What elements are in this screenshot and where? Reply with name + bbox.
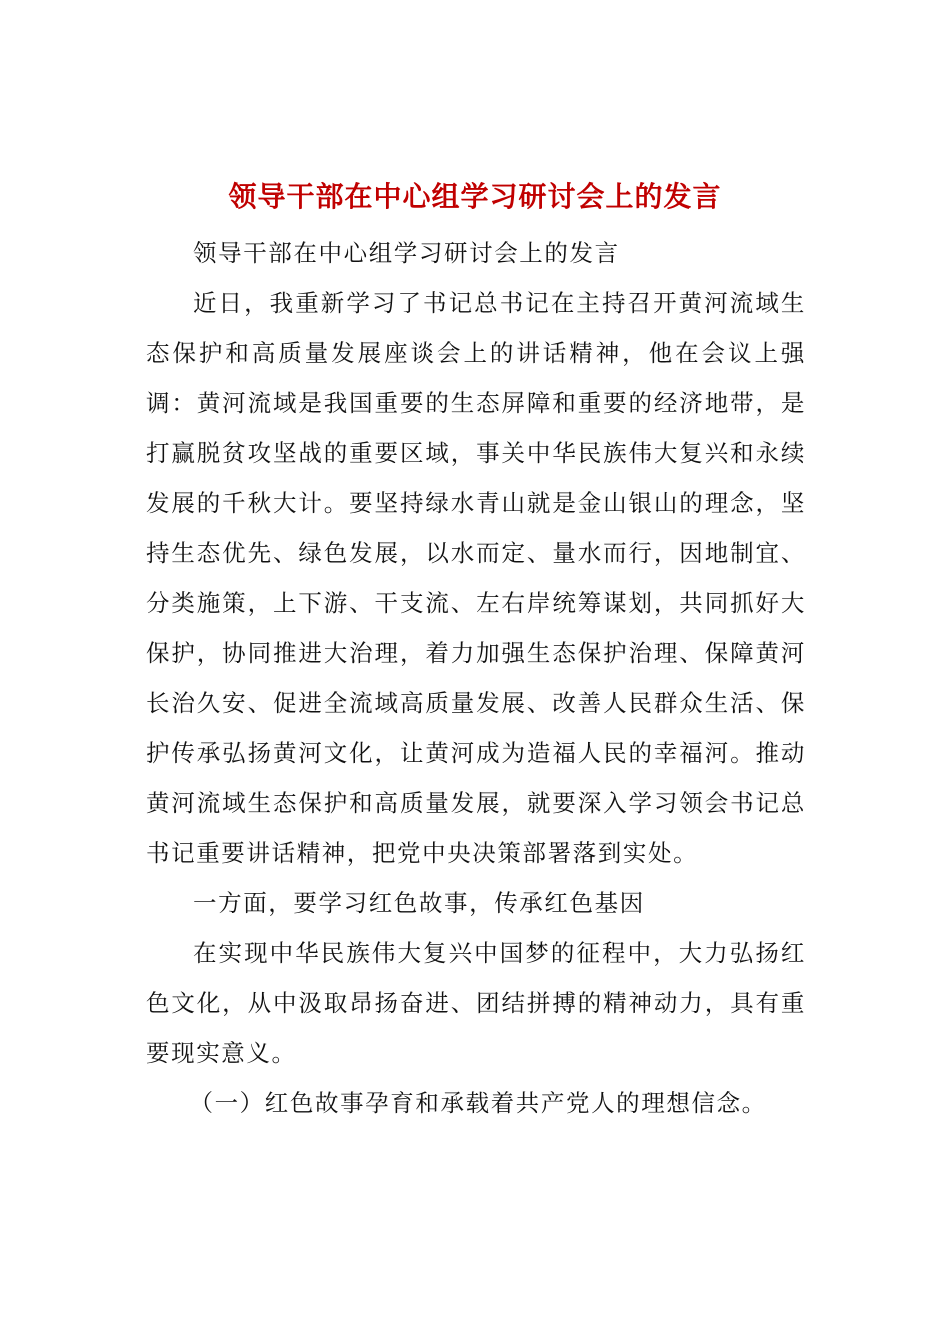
paragraph-subsection-heading: （一）红色故事孕育和承载着共产党人的理想信念。 [189, 1089, 767, 1117]
document-body [146, 228, 806, 1128]
paragraph-subtitle: 领导干部在中心组学习研讨会上的发言 [193, 239, 620, 267]
paragraph-section-heading: 一方面，要学习红色故事，传承红色基因 [193, 889, 645, 917]
document-title: 领导干部在中心组学习研讨会上的发言 [228, 180, 722, 213]
paragraph-intro: 近日，我重新学习了书记总书记在主持召开黄河流域生态保护和高质量发展座谈会上的讲话精神，他在会议上强调：黄河流域是我国重要的生态屏障和重要的经济地带，是打赢脱贫攻坚战的重要区域，事关中华民族伟大复兴和永续发展的千秋大计。要坚持绿水青山就是金山银山的理念，坚持生态优先、绿色发展，以水而定、量水而行，因地制宜、分类施策，上下游、干支流、左右岸统筹谋划，共同抓好大保护，协同推进大治理，着力加强生态保护治理、保障黄河长治久安、促进全流域高质量发展、改善人民群众生活、保护传承弘扬黄河文化，让黄河成为造福人民的幸福河。推动黄河流域生态保护和高质量发展，就要深入学习领会书记总书记重要讲话精神，把党中央决策部署落到实处。 [146, 289, 806, 867]
paragraph-section-body: 在实现中华民族伟大复兴中国梦的征程中，大力弘扬红色文化，从中汲取昂扬奋进、团结拼搏的精神动力，具有重要现实意义。 [146, 939, 806, 1067]
